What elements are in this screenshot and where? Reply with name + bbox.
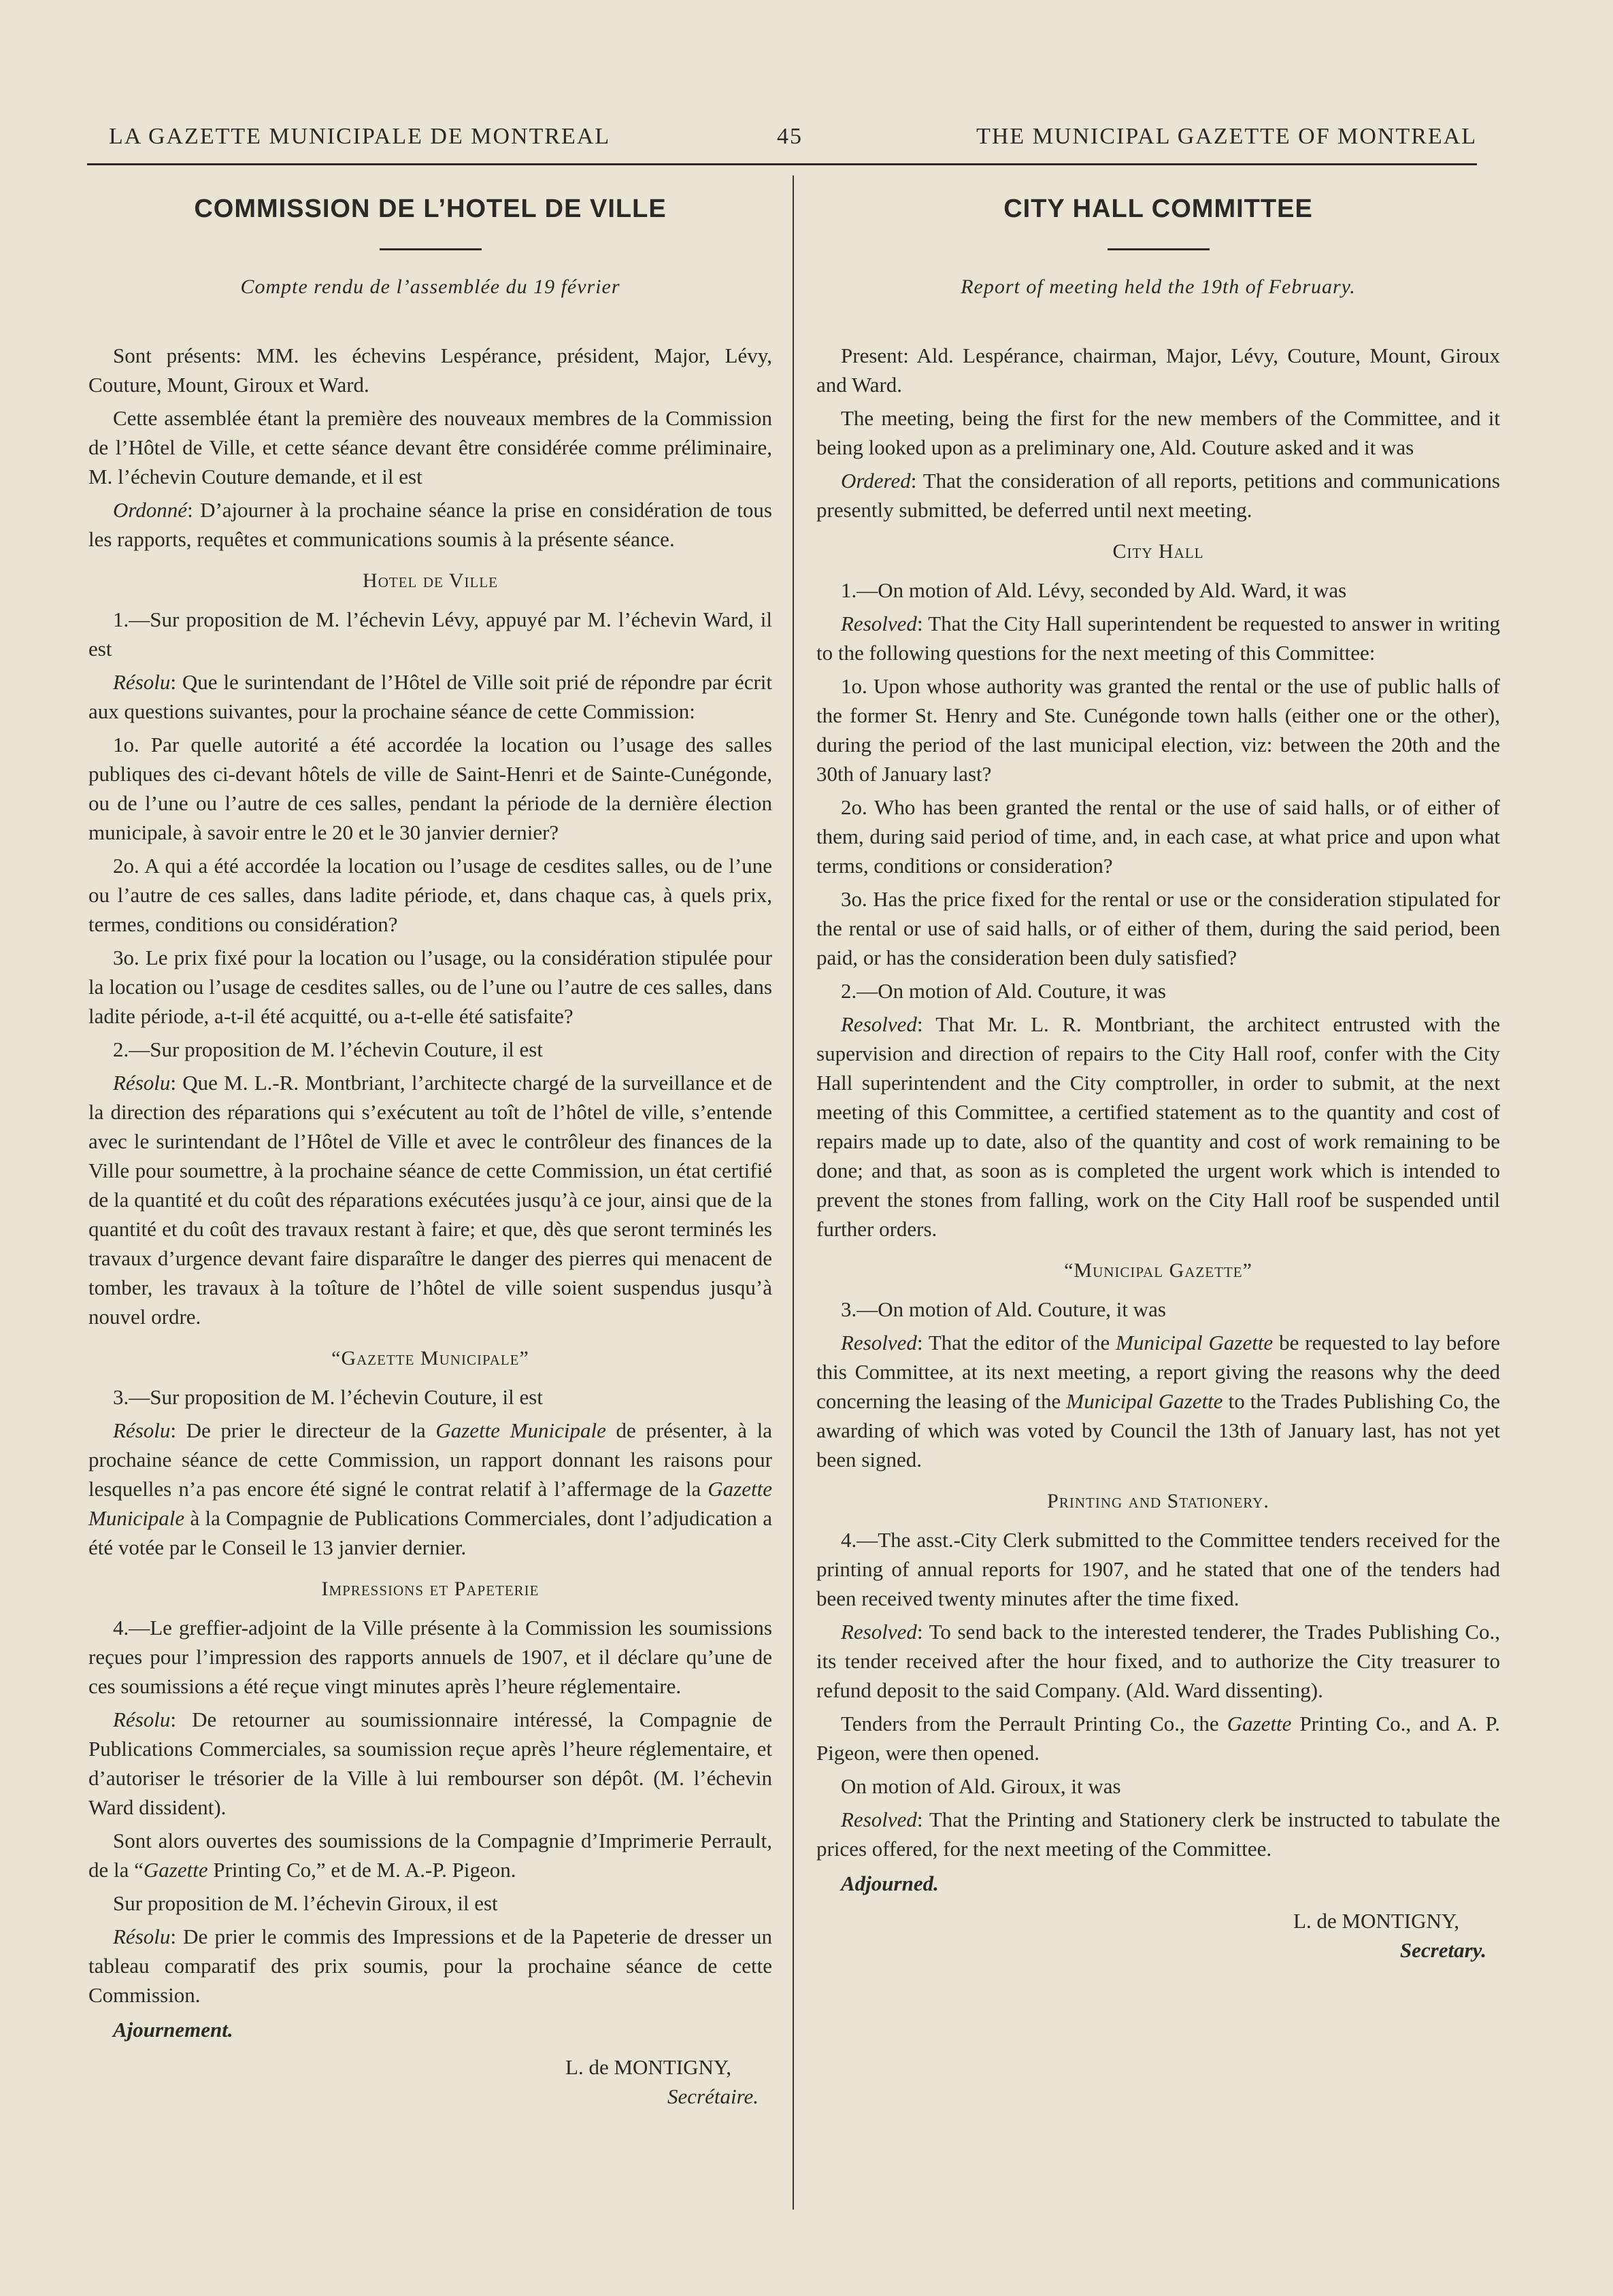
gazette-title-italic: Gazette Municipale — [435, 1418, 606, 1442]
item-3-resolution — [816, 1328, 1500, 1474]
french-title: COMMISSION DE L’HOTEL DE VILLE — [194, 195, 667, 223]
tenders-text-a: Tenders from the Perrault Printing Co., the — [841, 1712, 1227, 1735]
adjournment: Ajournement. — [113, 2018, 233, 2042]
resolution-text-a: : De prier le directeur de la — [170, 1418, 436, 1442]
section-heading-city-hall: City Hall — [1112, 540, 1204, 563]
resolu-label: Résolu — [113, 670, 171, 694]
ordered-paragraph — [816, 466, 1500, 525]
header-title-french: LA GAZETTE MUNICIPALE DE MONTREAL — [109, 124, 611, 149]
resolution-text-c: à la Compagnie de Publications Commerciales, dont l’adjudication a été votée par le Conseil le 13 janvier dernier. — [88, 1506, 772, 1559]
french-subtitle: Compte rendu de l’assemblée du 19 février — [240, 276, 620, 298]
gazette-title-italic-2: Municipal Gazette — [1066, 1389, 1223, 1413]
ordered-text: : That the consideration of all reports, petitions and communications presently submitted, be deferred until next meeting. — [816, 469, 1500, 522]
item-2-resolution — [816, 1010, 1500, 1244]
signature-title: Secrétaire. — [667, 2084, 759, 2108]
ordonne-label: Ordonné — [113, 498, 188, 522]
section-heading-gazette: “Gazette Municipale” — [331, 1347, 529, 1369]
attendance-paragraph: Sont présents: MM. les échevins Lespérance, président, Major, Lévy, Couture, Mount, Giroux et Ward. — [88, 344, 772, 397]
item-2-motion: 2.—Sur proposition de M. l’échevin Couture, il est — [113, 1037, 543, 1061]
gazette-printing-italic: Gazette — [1227, 1712, 1292, 1735]
title-rule — [380, 248, 482, 250]
signature-title: Secretary. — [1399, 1938, 1486, 1962]
item-5-motion: On motion of Ald. Giroux, it was — [841, 1774, 1121, 1798]
ordered-label: Ordered — [841, 469, 911, 493]
item-3-resolution — [88, 1416, 772, 1562]
resolution-text: : That the City Hall superintendent be requested to answer in writing to the following questions for the next meeting of this Committee: — [816, 612, 1500, 665]
signature-name: L. de MONTIGNY, — [565, 2055, 731, 2079]
section-heading-printing: Printing and Stationery. — [1047, 1490, 1269, 1512]
signature-name: L. de MONTIGNY, — [1293, 1909, 1459, 1933]
item-5-resolution — [816, 1805, 1500, 1863]
item-3-motion: 3.—Sur proposition de M. l’échevin Couture, il est — [113, 1385, 543, 1409]
item-1-resolution — [88, 667, 772, 726]
resolved-label: Resolved — [841, 1808, 917, 1831]
resolu-label: Résolu — [113, 1708, 171, 1731]
resolved-label: Resolved — [841, 612, 917, 635]
column-divider — [793, 176, 794, 2210]
resolu-label: Résolu — [113, 1071, 171, 1095]
tenders-opened — [816, 1709, 1500, 1767]
item-1-motion: 1.—Sur proposition de M. l’échevin Lévy, appuyé par M. l’échevin Ward, il est — [88, 608, 772, 661]
gazette-title-italic-2: Gazette Municipale — [88, 1477, 772, 1530]
resolu-label: Résolu — [113, 1925, 171, 1948]
page-number: 45 — [777, 124, 803, 149]
item-4-resolution — [816, 1617, 1500, 1705]
ordonne-text: : D’ajourner à la prochaine séance la prise en considération de tous les rapports, requêtes et communications soumis à la présente séance. — [88, 498, 772, 551]
item-4-report: 4.—The asst.-City Clerk submitted to the Committee tenders received for the printing of annual reports for 1907, and he stated that one of the tenders had been received twenty minutes after the time fixed. — [816, 1528, 1500, 1610]
resolution-text-b: de présenter, à la prochaine séance de cette Commission, un rapport donnant les raisons pour lesquelles n’a pas encore été signé le contrat relatif à l’affermage de la — [88, 1418, 772, 1501]
intro-paragraph: The meeting, being the first for the new members of the Committee, and it being looked upon as a preliminary one, Ald. Couture asked and it was — [816, 406, 1500, 459]
item-5-motion: Sur proposition de M. l’échevin Giroux, il est — [113, 1891, 498, 1915]
resolution-text-c: to the Trades Publishing Co, the awarding of which was voted by Council the 13th of January last, has not yet been signed. — [816, 1389, 1500, 1471]
resolved-label: Resolved — [841, 1012, 917, 1036]
gazette-printing-italic: Gazette — [143, 1858, 208, 1882]
resolution-text: : Que le surintendant de l’Hôtel de Ville soit prié de répondre par écrit aux questions suivantes, pour la prochaine séance de cette Commission: — [88, 670, 772, 723]
tenders-opened — [88, 1826, 772, 1884]
question-2: 2o. A qui a été accordée la location ou l’usage de cesdites salles, ou de l’une ou l’autre de ces salles, dans ladite période, et, dans chaque cas, à quels prix, termes, conditions ou considération? — [88, 854, 772, 936]
resolution-text: : De prier le commis des Impressions et de la Papeterie de dresser un tableau comparatif des prix soumis, pour la prochaine séance de cette Commission. — [88, 1925, 772, 2007]
item-4-resolution — [88, 1705, 772, 1822]
section-heading-impressions: Impressions et Papeterie — [321, 1578, 539, 1600]
running-header — [88, 124, 1477, 165]
tenders-text-b: Printing Co,” et de M. A.-P. Pigeon. — [207, 1858, 516, 1882]
question-3: 3o. Has the price fixed for the rental or use or the consideration stipulated for the rental or use of said halls, or of either of them, during the said period, been paid, or has the consideration been duly satisfied? — [816, 887, 1500, 969]
question-1: 1o. Par quelle autorité a été accordée la location ou l’usage des salles publiques des ci-devant hôtels de ville de Saint-Henri et de Sainte-Cunégonde, ou de l’une ou l’autre de ces salles, pendant la période de la dernière élection municipale, à savoir entre le 20 et le 30 janvier dernier? — [88, 733, 772, 844]
french-column — [88, 190, 772, 2111]
item-5-resolution — [88, 1922, 772, 2010]
title-rule — [1108, 248, 1210, 250]
english-title: CITY HALL COMMITTEE — [1003, 195, 1313, 223]
english-subtitle: Report of meeting held the 19th of February. — [961, 276, 1356, 298]
section-heading-hotel: Hotel de Ville — [363, 569, 498, 592]
resolved-label: Resolved — [841, 1331, 917, 1354]
header-title-english: THE MUNICIPAL GAZETTE OF MONTREAL — [976, 124, 1477, 149]
item-1-motion: 1.—On motion of Ald. Lévy, seconded by Ald. Ward, it was — [841, 578, 1347, 602]
item-2-resolution — [88, 1068, 772, 1331]
attendance-paragraph: Present: Ald. Lespérance, chairman, Major, Lévy, Couture, Mount, Giroux and Ward. — [816, 344, 1500, 397]
resolution-text: : That Mr. L. R. Montbriant, the architect entrusted with the supervision and direction of repairs to the City Hall roof, confer with the City Hall superintendent and the City comptroller, in order to submit, at the next meeting of this Committee, a certified statement as to the quantity and cost of repairs made up to date, also of the quantity and cost of work remaining to be done; and that, as soon as is completed the urgent work which is intended to prevent the stones from falling, work on the City Hall roof be suspended until further orders. — [816, 1012, 1500, 1241]
resolution-text: : De retourner au soumissionnaire intéressé, la Compagnie de Publications Commerciales, sa soumission reçue après l’heure réglementaire, et d’autoriser le trésorier de la Ville à lui rembourser son dépôt. (M. l’échevin Ward dissident). — [88, 1708, 772, 1819]
english-column — [816, 190, 1500, 1965]
resolution-text: : That the Printing and Stationery clerk be instructed to tabulate the prices offered, for the next meeting of the Committee. — [816, 1808, 1500, 1861]
resolved-label: Resolved — [841, 1620, 917, 1644]
gazette-title-italic: Municipal Gazette — [1116, 1331, 1274, 1354]
header-rule — [87, 163, 1477, 165]
item-4-report: 4.—Le greffier-adjoint de la Ville présente à la Commission les soumissions reçues pour l’impression des rapports annuels de 1907, et il déclare qu’une de ces soumissions a été reçue vingt minutes après l’heure réglementaire. — [88, 1616, 772, 1698]
resolution-text-b: be requested to lay before this Committee, at its next meeting, a report giving the reasons why the deed concerning the leasing of the — [816, 1331, 1500, 1413]
item-2-motion: 2.—On motion of Ald. Couture, it was — [841, 979, 1166, 1003]
tenders-text-b: Printing Co., and A. P. Pigeon, were then opened. — [816, 1712, 1500, 1765]
resolution-text: : Que M. L.-R. Montbriant, l’architecte chargé de la surveillance et de la direction des réparations qui s’exécutent au toît de l’hôtel de ville, s’entende avec le surintendant de l’Hôtel de Ville et avec le contrôleur des finances de la Ville pour soumettre, à la prochaine séance de cette Commission, un état certifié de la quantité et du coût des réparations exécutées jusqu’à ce jour, ainsi que de la quantité et du coût des travaux restant à faire; et que, dès que seront terminés les travaux d’urgence devant faire disparaître le danger des pierres qui menacent de tomber, les travaux à la toîture de l’hôtel de ville soient suspendus jusqu’à nouvel ordre. — [88, 1071, 772, 1329]
intro-paragraph: Cette assemblée étant la première des nouveaux membres de la Commission de l’Hôtel de Ville, et cette séance devant être considérée comme préliminaire, M. l’échevin Couture demande, et il est — [88, 406, 772, 488]
question-1: 1o. Upon whose authority was granted the rental or the use of public halls of the former St. Henry and Ste. Cunégonde town halls (either one or the other), during the period of the last municipal election, viz: between the 20th and the 30th of January last? — [816, 674, 1500, 786]
item-1-resolution — [816, 609, 1500, 667]
section-heading-gazette: “Municipal Gazette” — [1064, 1259, 1252, 1282]
question-2: 2o. Who has been granted the rental or the use of said halls, or of either of them, during said period of time, and, in each case, at what price and upon what terms, conditions or consideration? — [816, 795, 1500, 878]
resolution-text-a: : That the editor of the — [916, 1331, 1116, 1354]
adjournment: Adjourned. — [841, 1871, 939, 1895]
tenders-text-a: Sont alors ouvertes des soumissions de la Compagnie d’Imprimerie Perrault, de la “ — [88, 1829, 772, 1882]
item-3-motion: 3.—On motion of Ald. Couture, it was — [841, 1297, 1166, 1321]
question-3: 3o. Le prix fixé pour la location ou l’usage, ou la considération stipulée pour la location ou l’usage de cesdites salles, ou de l’une ou l’autre de ces salles, dans ladite période, a-t-il été acquitté, ou a-t-elle été satisfaite? — [88, 946, 772, 1028]
ordonne-paragraph — [88, 495, 772, 554]
resolution-text: : To send back to the interested tenderer, the Trades Publishing Co., its tender received after the hour fixed, and to authorize the City treasurer to refund deposit to the said Company. (Ald. Ward dissenting). — [816, 1620, 1500, 1702]
resolu-label: Résolu — [113, 1418, 171, 1442]
